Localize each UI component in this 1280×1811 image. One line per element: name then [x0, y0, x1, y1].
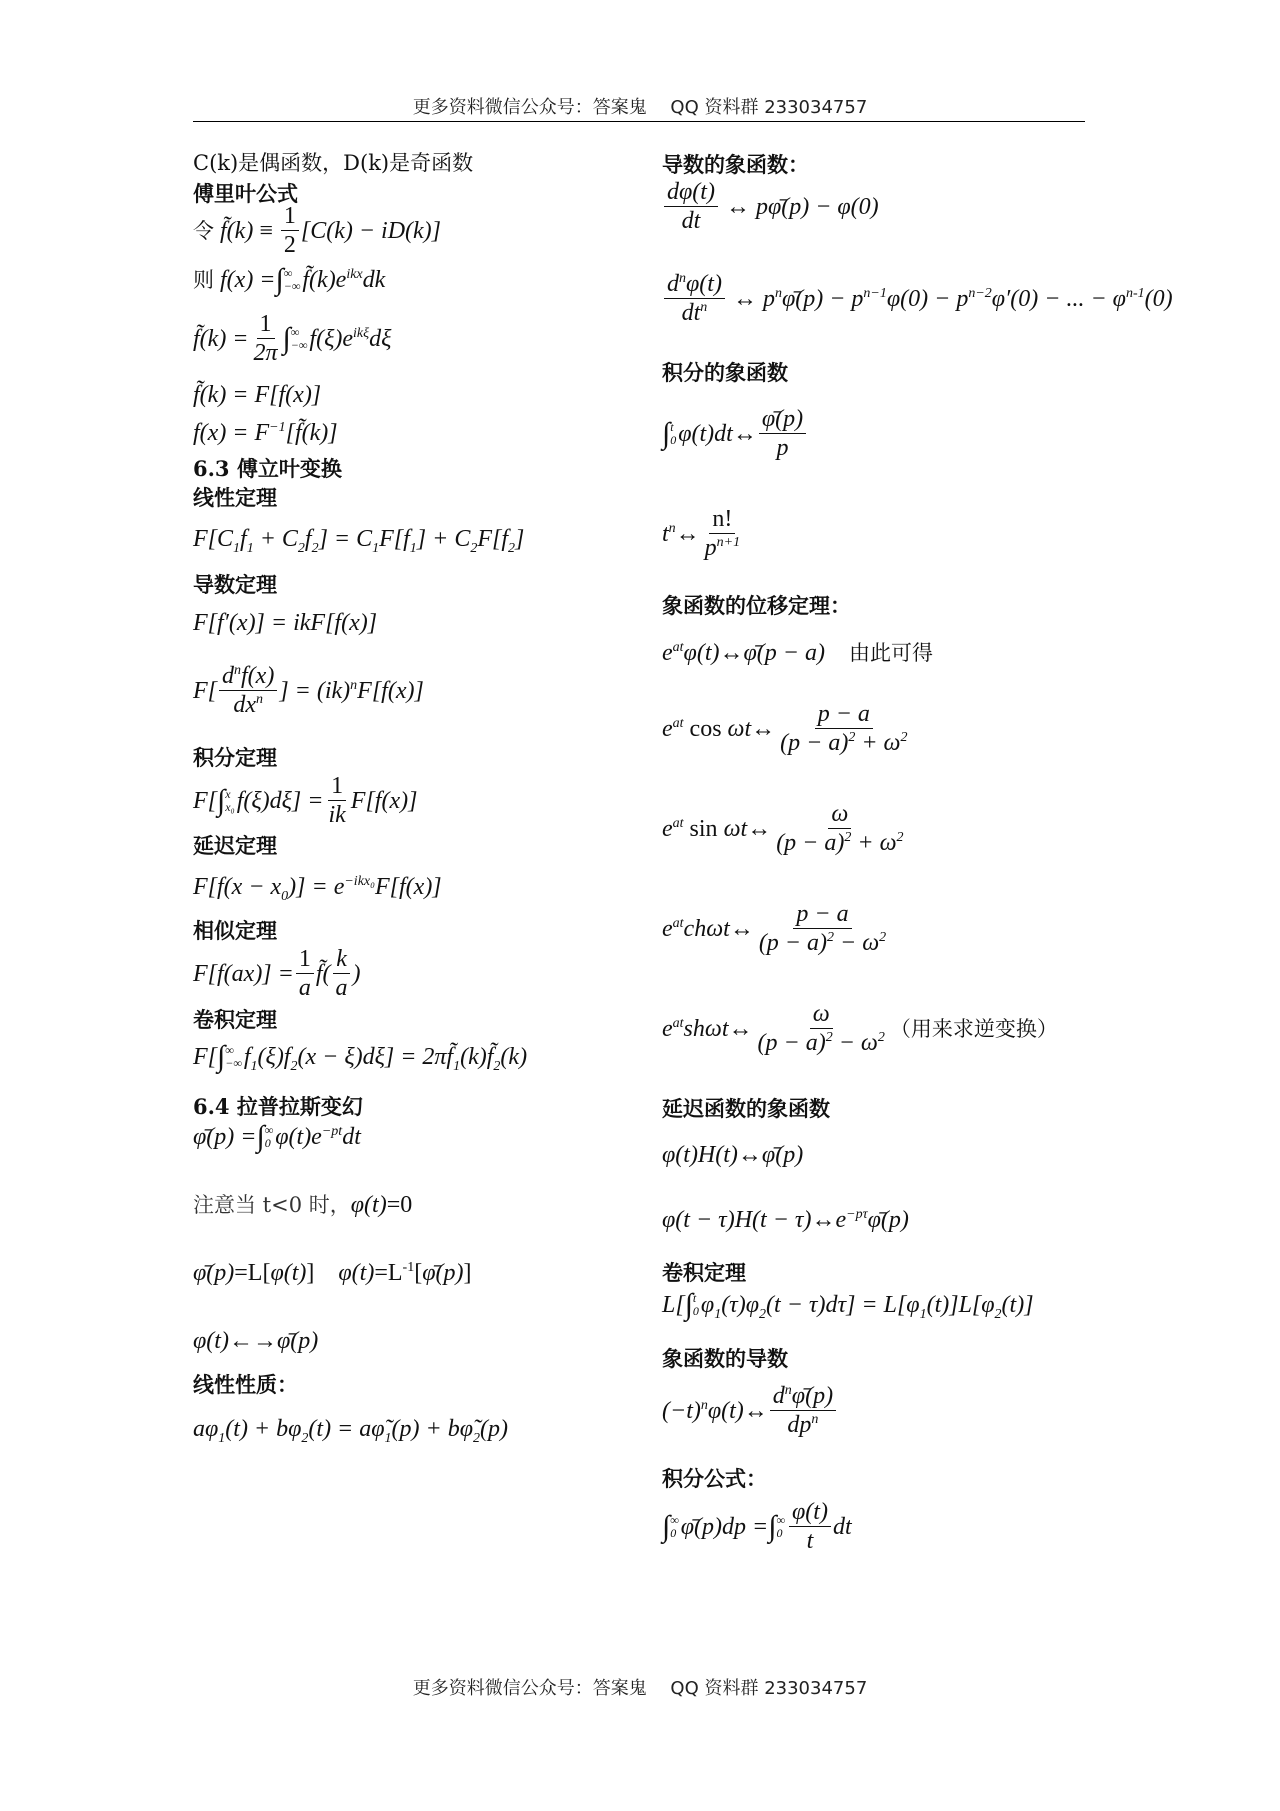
- formula-linear-property: $a\varphi_1(t) + b\varphi_2(t)$ = $a\varphĩ_1(p)$ + $b\varphĩ_2(p)$: [193, 1416, 508, 1446]
- derivative-theorem-heading: 导数定理: [193, 572, 277, 597]
- similarity-theorem-heading: 相似定理: [193, 918, 277, 943]
- formula-f-tilde-F: f̃(k) = F[f(x)]: [193, 382, 322, 408]
- let-label: 令: [193, 218, 214, 243]
- formula-exp-sh: $e^{at}sh\omega t$ ↔ $\frac{\omega}{(p - a)^2 - \omega^2}$ （用来求逆变换）: [662, 1001, 1058, 1056]
- linear-theorem-heading: 线性定理: [193, 485, 277, 510]
- formula-integral-identity: ∫ ∞ 0 φ̄(p)dp = ∫ ∞ 0 $\frac{\varphi(t)}{t}$ dt: [662, 1499, 852, 1554]
- formula-laplace-convolution: L[ ∫ t 0 $\varphi_1(\tau)\varphi_2(t - \tau)d\tau] = L[\varphi_1(t)]L[\varphi_2(t)]$: [662, 1288, 1034, 1322]
- integral-formula-heading: 积分公式：: [662, 1466, 767, 1491]
- formula-exp-sin: $e^{at}$ sin ωt ↔ $\frac{\omega}{(p - a)^2 + \omega^2}$: [662, 801, 904, 856]
- convolution-theorem-heading: 卷积定理: [193, 1007, 277, 1032]
- note-line: 注意当 t<0 时， φ(t) =0: [193, 1192, 413, 1218]
- inverse-note: （用来求逆变换）: [889, 1016, 1058, 1041]
- page-header: 更多资料微信公众号：答案鬼 QQ 资料群 233034757: [412, 97, 868, 118]
- delay-function-heading: 延迟函数的象函数: [662, 1096, 830, 1121]
- image-derivative-heading: 象函数的导数: [662, 1346, 788, 1371]
- section-6-3-heading: 6.3 傅立叶变换: [193, 456, 342, 481]
- formula-similarity: F[f(ax)] = $\frac{1}{a}$ f̃( $\frac{k}{a}$ ): [193, 946, 361, 1001]
- formula-derivative: F[f′(x)] = ikF[f(x)]: [193, 610, 378, 636]
- formula-integral: F[ ∫ x x₀ f(ξ)dξ] = $\frac{1}{ik}$ F[f(x)]: [193, 773, 418, 828]
- integral-theorem-heading: 积分定理: [193, 745, 277, 770]
- section-6-4-heading: 6.4 拉普拉斯变幻: [193, 1094, 363, 1119]
- integral-image-heading: 积分的象函数: [662, 360, 788, 385]
- then-label: 则: [193, 268, 214, 292]
- formula-delay-H: φ(t)H(t) ↔ φ̄(p): [662, 1142, 804, 1168]
- formula-L-notation: φ̄(p) =L[ φ(t) ] φ(t) $=L^{-1}$[ φ̄(p) ]: [193, 1260, 472, 1286]
- formula-laplace-def: φ̄(p) = ∫ ∞ 0 $\varphi(t)e^{-pt}dt$: [193, 1120, 361, 1153]
- note-value: =0: [386, 1192, 413, 1218]
- formula-convolution: F[ ∫ ∞ −∞ $f_1(\xi)f_2(x - \xi)d\xi$] = $2\pi f̃_1(k)f̃_2(k)$: [193, 1040, 528, 1074]
- header-divider: [193, 121, 1085, 122]
- formula-nth-derivative: F[ $\frac{d^nf(x)}{dx^n}$ ] = (ik)$^n$F[f(x)]: [193, 663, 424, 718]
- delay-theorem-heading: 延迟定理: [193, 833, 277, 858]
- linear-property-heading: 线性性质：: [193, 1372, 298, 1397]
- formula-exp-ch: $e^{at}ch\omega t$ ↔ $\frac{p - a}{(p - a)^2 - \omega^2}$: [662, 901, 887, 956]
- formula-correspondence: φ(t) ←→ φ̄(p): [193, 1328, 319, 1354]
- shift-theorem-heading: 象函数的位移定理：: [662, 593, 851, 618]
- fourier-formula-heading: 傅里叶公式: [193, 181, 298, 206]
- formula-exp-cos: $e^{at}$ cos ωt ↔ $\frac{p - a}{(p - a)^2 + \omega^2}$: [662, 701, 908, 756]
- formula-linearity: $F[C_1f_1 + C_2f_2] = C_1F[f_1] + C_2F[f_2]$: [193, 526, 525, 556]
- parity-statement: C(k)是偶函数，D(k)是奇函数: [193, 151, 474, 175]
- formula-f-tilde-integral: f̃(k) = $\frac{1}{2\pi}$ ∫ ∞ −∞ $f(\xi)e^{ik\xi}d\xi$: [193, 311, 392, 366]
- formula-power: $t^n$ ↔ $\frac{n!}{p^{n+1}}$: [662, 506, 741, 561]
- formula-shift: $e^{at}\varphi(t)$ ↔ φ̄(p − a) 由此可得: [662, 640, 933, 666]
- note-text: 注意当 t<0 时，: [193, 1193, 351, 1217]
- formula-f-tilde-def: 令 f̃(k) ≡ $\frac{1}{2}$ [C(k) − iD(k)]: [193, 203, 442, 258]
- formula-delay-shifted: φ(t − τ)H(t − τ) ↔ $e^{-p\tau}\varphī(p)$: [662, 1207, 909, 1233]
- formula-f-inverse: $f(x) = F^{-1}[f̃(k)]$: [193, 420, 338, 446]
- formula-integral-image: ∫ t 0 φ(t)dt ↔ $\frac{\varphī(p)}{p}$: [662, 405, 808, 462]
- formula-f-of-x: 则 f(x) = ∫ ∞ −∞ $f̃(k)e^{ikx}dk$: [193, 263, 386, 296]
- hence-label: 由此可得: [848, 641, 933, 665]
- formula-deriv-image-n: $\frac{d^n\varphi(t)}{dt^n}$ ↔ $p^n\varphī(p) - p^{n-1}\varphi(0) - p^{n-2}\varphi'(0)$ − ... − $\varphi^{n-1}(0)$: [662, 270, 1173, 327]
- formula-delay: $F[f(x - x_0)] = e^{-ikx_0}F[f(x)]$: [193, 874, 442, 904]
- derivative-image-heading: 导数的象函数：: [662, 152, 809, 177]
- convolution-heading: 卷积定理: [662, 1260, 746, 1285]
- formula-image-derivative: $(-t)^n\varphi(t)$ ↔ $\frac{d^n\varphī(p)}{dp^n}$: [662, 1382, 838, 1439]
- formula-deriv-image-1: $\frac{d\varphi(t)}{dt}$ ↔ pφ̄(p) − φ(0): [662, 178, 879, 235]
- page-footer: 更多资料微信公众号：答案鬼 QQ 资料群 233034757: [412, 1678, 868, 1699]
